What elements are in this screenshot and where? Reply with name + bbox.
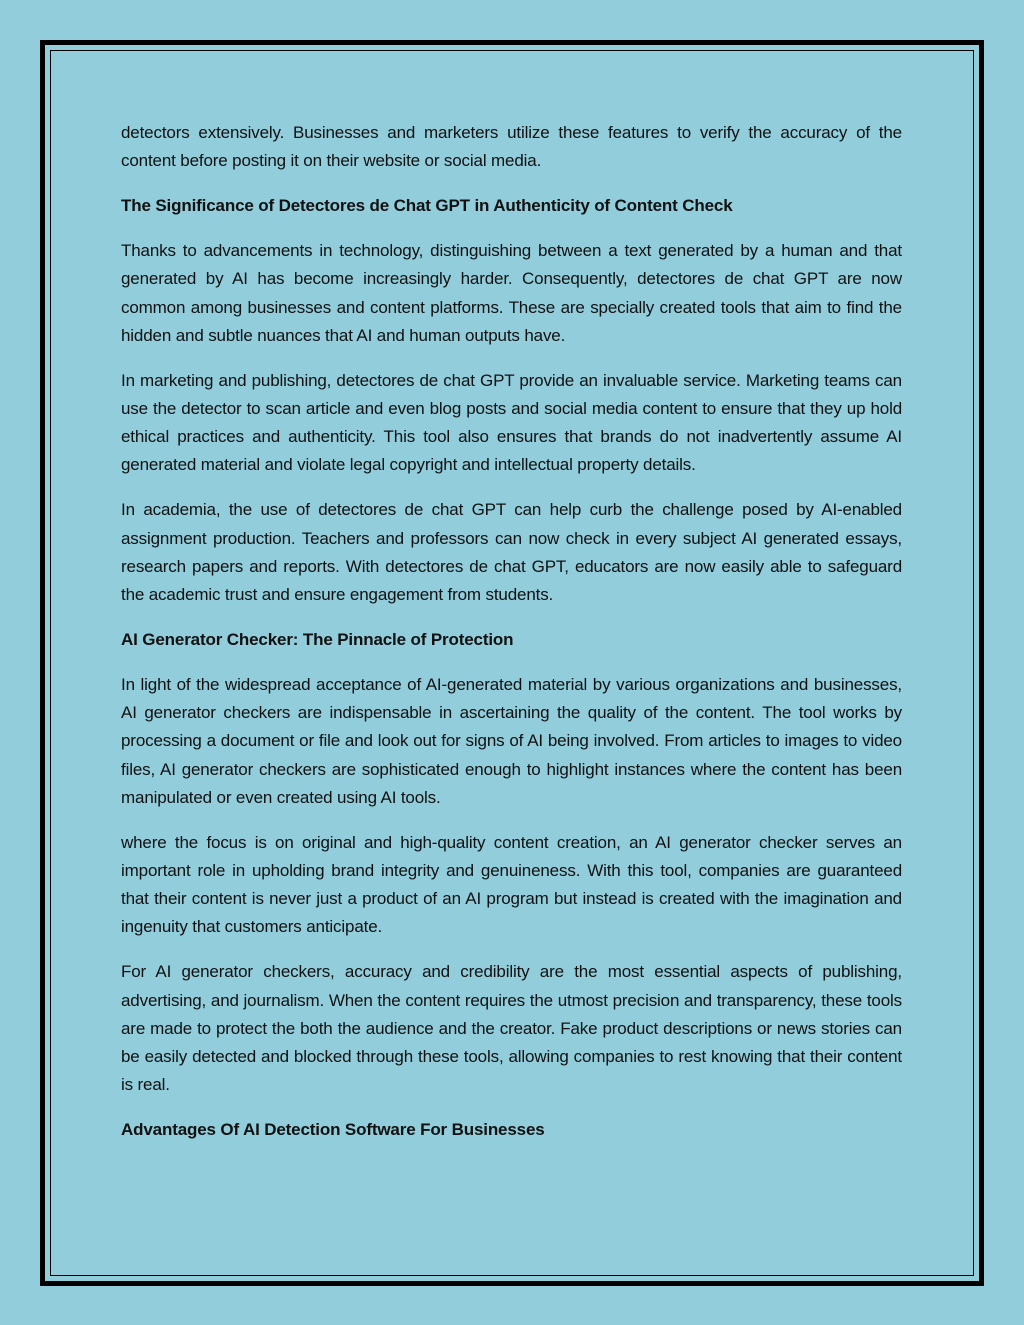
paragraph-academia: In academia, the use of detectores de chat GPT can help curb the challenge posed by AI-enabled assignment production. Teachers and professors can now check in every subject AI generated essays, research papers and reports. With detectores de chat GPT, educators are now easily able to safeguard the academic trust and ensure engagement from students. — [121, 500, 902, 605]
heading-advantages: Advantages Of AI Detection Software For Businesses — [121, 1120, 545, 1140]
paragraph-accuracy-credibility: For AI generator checkers, accuracy and credibility are the most essential aspects of publishing, advertising, and journalism. When the content requires the utmost precision and transparency, these tools are made to protect the both the audience and the creator. Fake product descriptions or news stories can be easily detected and blocked through these tools, allowing companies to rest knowing that their content is real. — [121, 962, 902, 1095]
paragraph-brand-integrity: where the focus is on original and high-quality content creation, an AI generator checker serves an important role in upholding brand integrity and genuineness. With this tool, companies are guaranteed that their content is never just a product of an AI program but instead is created with the imagination and ingenuity that customers anticipate. — [121, 832, 902, 937]
document-body — [121, 119, 902, 1161]
paragraph-widespread-acceptance: In light of the widespread acceptance of AI-generated material by various organizations and businesses, AI generator checkers are indispensable in ascertaining the quality of the content. The tool works by processing a document or file and look out for signs of AI being involved. From articles to images to video files, AI generator checkers are sophisticated enough to highlight instances where the content has been manipulated or even created using AI tools. — [121, 675, 902, 807]
heading-significance: The Significance of Detectores de Chat GPT in Authenticity of Content Check — [121, 196, 733, 216]
paragraph-intro-continuation: detectors extensively. Businesses and marketers utilize these features to verify the accuracy of the content before posting it on their website or social media. — [121, 123, 902, 171]
paragraph-advancements: Thanks to advancements in technology, distinguishing between a text generated by a human and that generated by AI has become increasingly harder. Consequently, detectores de chat GPT are now common among businesses and content platforms. These are specially created tools that aim to find the hidden and subtle nuances that AI and human outputs have. — [121, 241, 902, 345]
paragraph-marketing: In marketing and publishing, detectores de chat GPT provide an invaluable service. Marketing teams can use the detector to scan article and even blog posts and social media content to ensure that they up hold ethical practices and authenticity. This tool also ensures that brands do not inadvertently assume AI generated material and violate legal copyright and intellectual property details. — [121, 370, 902, 475]
heading-ai-generator-checker: AI Generator Checker: The Pinnacle of Protection — [121, 630, 514, 650]
